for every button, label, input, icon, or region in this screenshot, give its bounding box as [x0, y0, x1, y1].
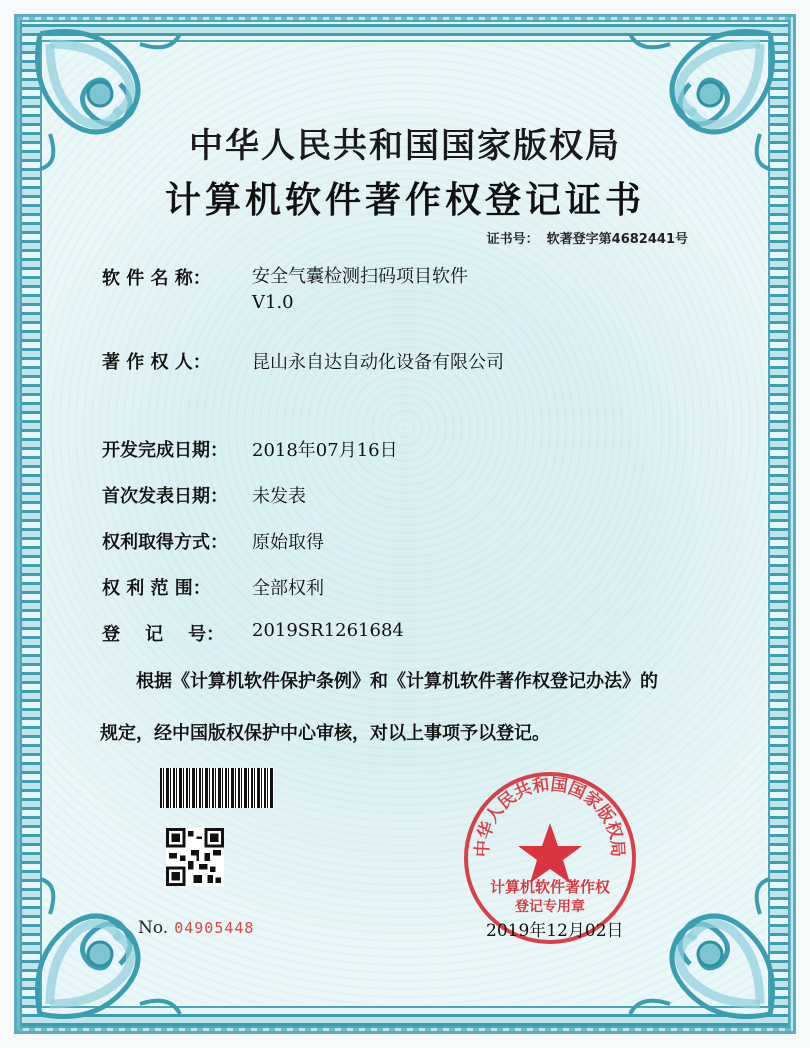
certificate-title: 计算机软件著作权登记证书: [164, 179, 645, 221]
publish-date-value: 未发表: [252, 486, 306, 507]
statement-paragraph: [100, 656, 710, 760]
certificate-number-value: 软著登字第4682441号: [546, 232, 688, 247]
reg-no-label: 登 记 号：: [102, 624, 225, 645]
acquire-label: 权利取得方式：: [102, 532, 228, 553]
acquire-row: [102, 528, 324, 554]
corner-ornament-icon: [620, 874, 780, 1024]
seal-star-icon: [518, 823, 582, 883]
owner-row: [102, 348, 504, 374]
serial-number: [138, 918, 254, 938]
seal-line1: 计算机软件著作权: [489, 878, 610, 896]
statement-line1: 根据《计算机软件保护条例》和《计算机软件著作权登记办法》的: [136, 671, 658, 692]
publish-date-label: 首次发表日期：: [102, 486, 228, 507]
statement-line2: 规定，经中国版权保护中心审核，对以上事项予以登记。: [100, 723, 550, 744]
owner-label: 著 作 权 人：: [102, 352, 211, 373]
reg-no-row: [102, 620, 404, 646]
corner-ornament-icon: [30, 874, 190, 1024]
reg-no-value: 2019SR1261684: [252, 620, 404, 641]
seal-ring-text: 中华人民共和国国家版权局: [472, 774, 628, 858]
barcode: [160, 768, 274, 808]
software-version-value: V1.0: [252, 292, 294, 313]
seal-line2: 登记专用章: [515, 899, 585, 915]
qr-code: [166, 828, 224, 886]
software-name-value: 安全气囊检测扫码项目软件: [252, 266, 468, 287]
issuer-title: 中华人民共和国国家版权局: [189, 126, 621, 166]
serial-value: 04905448: [174, 919, 255, 937]
software-name-label: 软 件 名 称：: [102, 268, 211, 289]
dev-date-value: 2018年07月16日: [252, 440, 398, 461]
scope-row: [102, 574, 324, 600]
owner-value: 昆山永自达自动化设备有限公司: [252, 352, 504, 373]
serial-label: No.: [138, 918, 169, 938]
acquire-value: 原始取得: [252, 532, 324, 553]
scope-value: 全部权利: [252, 578, 324, 599]
scope-label: 权 利 范 围：: [102, 578, 211, 599]
certificate-number: [487, 228, 688, 247]
dev-date-row: [102, 436, 398, 462]
certificate-number-label: 证书号：: [486, 232, 539, 247]
dev-date-label: 开发完成日期：: [102, 440, 228, 461]
publish-date-row: [102, 482, 306, 508]
issue-date: 2019年12月02日: [486, 921, 624, 941]
software-name-row: [102, 264, 468, 316]
